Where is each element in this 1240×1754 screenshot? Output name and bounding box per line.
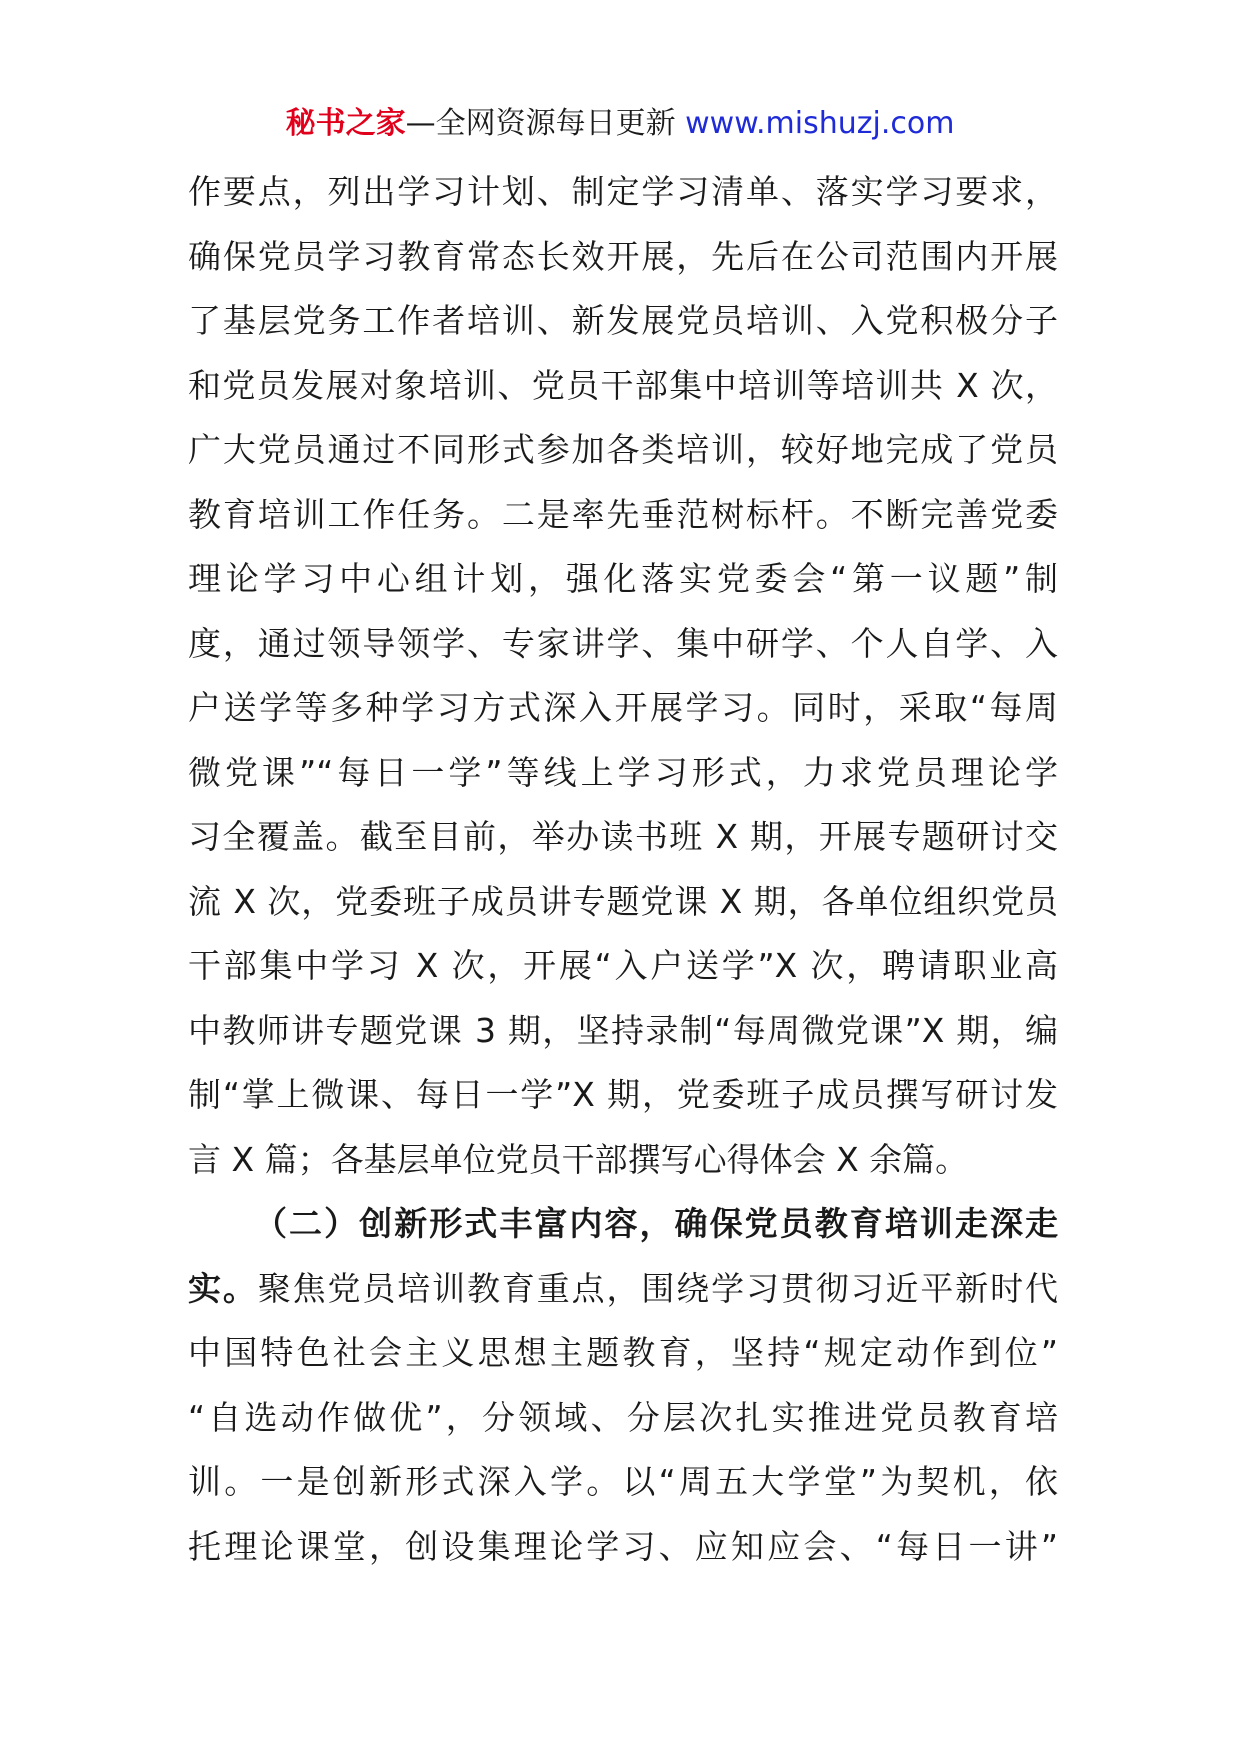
text-line: 中教师讲专题党课 3 期，坚持录制“每周微党课”X 期，编 [188,1010,1058,1050]
text-line: 度，通过领导领学、专家讲学、集中研学、个人自学、入 [188,623,1058,663]
text-line: 托理论课堂，创设集理论学习、应知应会、“每日一讲” [188,1526,1058,1566]
site-url[interactable]: www.mishuzj.com [685,106,955,141]
text-line: 干部集中学习 X 次，开展“入户送学”X 次，聘请职业高 [188,946,1058,985]
text-line: 作要点，列出学习计划、制定学习清单、落实学习要求， [188,172,1058,211]
text-line: 流 X 次，党委班子成员讲专题党课 X 期，各单位组织党员 [188,881,1058,921]
watermark-header [0,104,1240,144]
text-line: 中国特色社会主义思想主题教育，坚持“规定动作到位” [188,1333,1058,1372]
text-line: 理论学习中心组计划，强化落实党委会“第一议题”制 [188,559,1058,598]
text-line: 教育培训工作任务。二是率先垂范树标杆。不断完善党委 [188,494,1058,534]
text-line: 确保党员学习教育常态长效开展，先后在公司范围内开展 [188,236,1058,276]
text-line: “自选动作做优”，分领域、分层次扎实推进党员教育培 [188,1397,1058,1437]
site-tagline: —全网资源每日更新 [405,106,676,141]
site-brand: 秘书之家 [285,106,406,141]
paragraph-start: 聚焦党员培训教育重点，围绕学习贯彻习近平新时代 [257,1268,1058,1308]
text-line: 言 X 篇；各基层单位党员干部撰写心得体会 X 余篇。 [188,1139,969,1179]
section-heading: （二）创新形式丰富内容，确保党员教育培训走深走 [254,1204,1058,1243]
text-line: 微党课”“每日一学”等线上学习形式，力求党员理论学 [188,752,1058,792]
text-line: 制“掌上微课、每日一学”X 期，党委班子成员撰写研讨发 [188,1075,1058,1114]
text-line: 训。一是创新形式深入学。以“周五大学堂”为契机，依 [188,1462,1058,1501]
document-body [188,160,1058,1579]
section-heading-tail: 实。 [188,1268,258,1308]
text-line: 习全覆盖。截至目前，举办读书班 X 期，开展专题研讨交 [188,817,1058,856]
text-line: 和党员发展对象培训、党员干部集中培训等培训共 X 次， [188,365,1058,405]
text-line: 广大党员通过不同形式参加各类培训，较好地完成了党员 [188,430,1058,469]
text-line: 了基层党务工作者培训、新发展党员培训、入党积极分子 [188,301,1058,340]
text-line-with-heading-tail [188,1257,1058,1322]
text-line: 户送学等多种学习方式深入开展学习。同时，采取“每周 [188,688,1058,727]
